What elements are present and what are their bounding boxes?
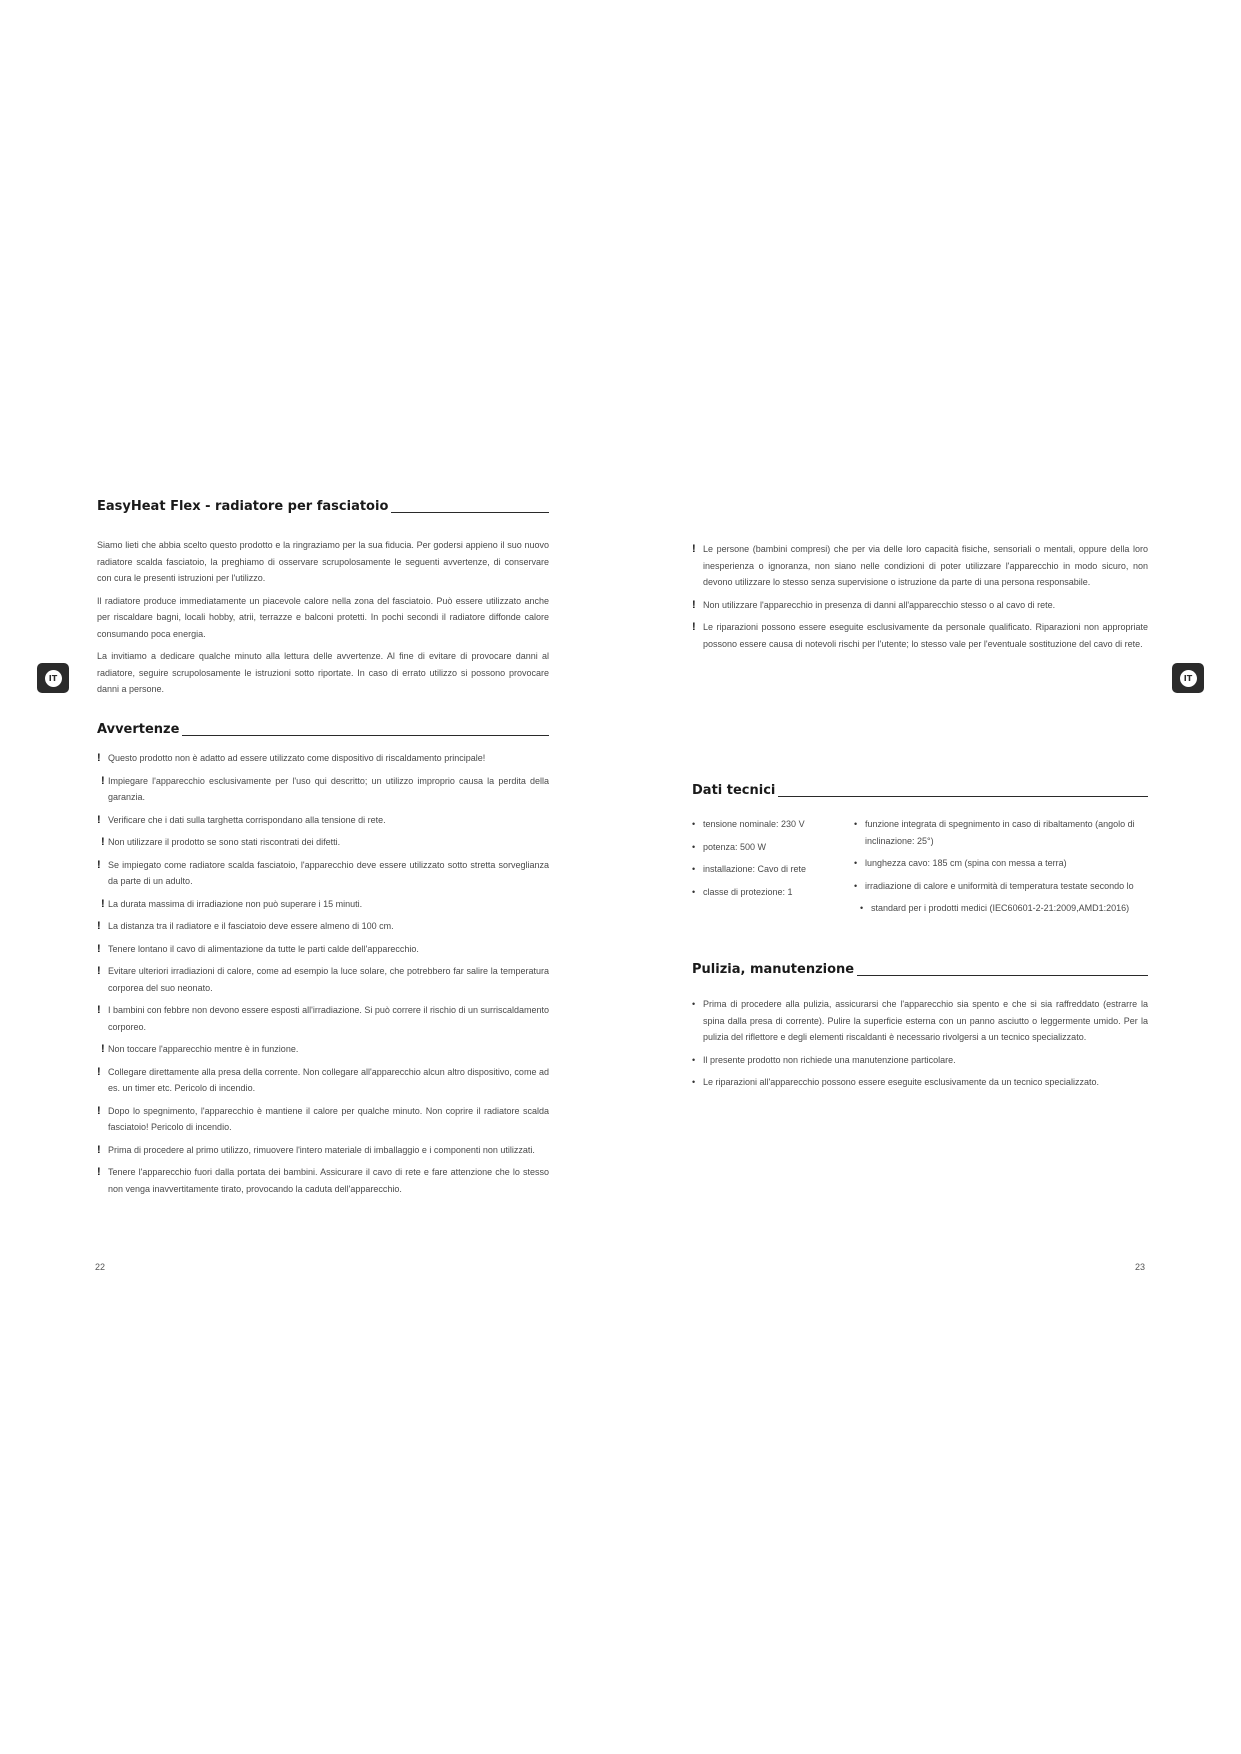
tech-column-2 (854, 816, 1148, 923)
warning-item: ! Tenere l'apparecchio fuori dalla portata dei bambini. Assicurare il cavo di rete e fare attenzione che lo stesso non venga inavvertitamente tirato, provocando la caduta dell'apparecchio. (97, 1164, 549, 1197)
cleaning-item: • Le riparazioni all'apparecchio possono essere eseguite esclusivamente da un tecnico specializzato. (692, 1074, 1148, 1091)
language-tab-left (37, 663, 69, 693)
warning-icon: ! (692, 621, 696, 633)
warning-item: ! Non utilizzare l'apparecchio in presenza di danni all'apparecchio stesso o al cavo di rete. (692, 597, 1148, 614)
bullet-icon: • (692, 1077, 696, 1087)
warning-item: ! Se impiegato come radiatore scalda fasciatoio, l'apparecchio deve essere utilizzato sotto stretta sorveglianza da parte di un adulto. (97, 857, 549, 890)
bullet-icon: • (692, 841, 696, 852)
warning-icon: ! (97, 752, 101, 764)
warning-item: ! I bambini con febbre non devono essere esposti all'irradiazione. Si può correre il rischio di un surriscaldamento corporeo. (97, 1002, 549, 1035)
bullet-icon: • (692, 864, 696, 874)
cleaning-item: • Prima di procedere alla pulizia, assicurarsi che l'apparecchio sia spento e che si sia raffreddato (estrarre la spina dalla presa di corrente). Pulire la superficie esterna con un panno asciutto o leggermente umido. Per la pulizia del riflettore e degli elementi riscaldanti è necessario rivolgersi a un tecnico specializzato. (692, 996, 1148, 1046)
warning-item: ! Collegare direttamente alla presa della corrente. Non collegare all'apparecchio alcun altro dispositivo, come ad es. un timer etc. Pericolo di incendio. (97, 1064, 549, 1097)
tech-spec-item: • classe di protezione: 1 (692, 884, 838, 901)
warning-icon: ! (97, 858, 101, 871)
warning-item: ! Dopo lo spegnimento, l'apparecchio è mantiene il calore per qualche minuto. Non coprire il radiatore scalda fasciatoio! Pericolo di incendio. (97, 1103, 549, 1136)
tech-spec-item: • installazione: Cavo di rete (692, 861, 838, 878)
right-warnings (692, 541, 1148, 658)
warning-item: ! Verificare che i dati sulla targhetta corrispondano alla tensione di rete. (97, 812, 549, 829)
page-number: 23 (1135, 1262, 1146, 1272)
intro-paragraph: Siamo lieti che abbia scelto questo prodotto e la ringraziamo per la sua fiducia. Per godersi appieno il suo nuovo radiatore scalda fasciatoio, la preghiamo di osservare scrupolosamente le seguenti avvertenze, di conservare con cura le presenti istruzioni per l'utilizzo. (97, 540, 549, 583)
tech-spec-item: • lunghezza cavo: 185 cm (spina con messa a terra) (854, 855, 1148, 872)
warnings-section (97, 722, 549, 1203)
warning-icon: ! (101, 1043, 105, 1055)
page-number: 22 (95, 1262, 106, 1272)
warning-icon: ! (97, 1166, 101, 1178)
warning-item: ! Prima di procedere al primo utilizzo, rimuovere l'intero materiale di imballaggio e i componenti non utilizzati. (97, 1142, 549, 1159)
warning-icon: ! (97, 1065, 101, 1078)
bullet-icon: • (854, 819, 858, 829)
bullet-icon: • (692, 886, 696, 897)
warning-icon: ! (97, 813, 101, 826)
warning-icon: ! (101, 836, 105, 848)
warning-icon: ! (692, 598, 696, 611)
warning-item: ! Non toccare l'apparecchio mentre è in funzione. (97, 1041, 549, 1058)
warning-item: ! Le riparazioni possono essere eseguite esclusivamente da personale qualificato. Riparazioni non appropriate possono essere causa di notevoli rischi per l'utente; lo stesso vale per l'eventuale sostituzione del cavo di rete. (692, 619, 1148, 652)
bullet-icon: • (692, 1054, 696, 1065)
warning-item: ! Evitare ulteriori irradiazioni di calore, come ad esempio la luce solare, che potrebbero far salire la temperatura corporea del suo neonato. (97, 963, 549, 996)
cleaning-item: • Il presente prodotto non richiede una manutenzione particolare. (692, 1052, 1148, 1069)
warning-item: ! Impiegare l'apparecchio esclusivamente per l'uso qui descritto; un utilizzo improprio causa la perdita della garanzia. (97, 773, 549, 806)
tech-spec-item: • irradiazione di calore e uniformità di temperatura testate secondo lo (854, 878, 1148, 895)
bullet-icon: • (692, 819, 696, 829)
warning-icon: ! (97, 965, 101, 977)
warning-icon: ! (101, 897, 105, 910)
warning-icon: ! (97, 920, 101, 932)
tech-spec-item: • tensione nominale: 230 V (692, 816, 838, 833)
page-title: EasyHeat Flex - radiatore per fasciatoio (97, 499, 549, 515)
language-tab-right (1172, 663, 1204, 693)
warning-item: ! La distanza tra il radiatore e il fasciatoio deve essere almeno di 100 cm. (97, 918, 549, 935)
intro-paragraph: La invitiamo a dedicare qualche minuto alla lettura delle avvertenze. Al fine di evitare di provocare danni al radiatore, seguire scrupolosamente le istruzioni sotto riportate. In caso di errato utilizzo si possono provocare danni a persone. (97, 651, 549, 694)
warning-item: ! Tenere lontano il cavo di alimentazione da tutte le parti calde dell'apparecchio. (97, 941, 549, 958)
tech-heading: Dati tecnici (692, 783, 1148, 799)
warning-icon: ! (101, 774, 105, 787)
warning-item: ! La durata massima di irradiazione non può superare i 15 minuti. (97, 896, 549, 913)
bullet-icon: • (692, 999, 696, 1009)
warning-icon: ! (97, 1004, 101, 1016)
tech-section (692, 783, 1148, 923)
language-label: IT (1180, 670, 1197, 687)
warning-icon: ! (97, 942, 101, 955)
left-page-intro (97, 499, 549, 704)
warning-item: ! Questo prodotto non è adatto ad essere utilizzato come dispositivo di riscaldamento principale! (97, 750, 549, 767)
tech-spec-item: • potenza: 500 W (692, 839, 838, 856)
tech-spec-item: • funzione integrata di spegnimento in caso di ribaltamento (angolo di inclinazione: 25°) (854, 816, 1148, 849)
bullet-icon: • (860, 903, 864, 913)
language-label: IT (45, 670, 62, 687)
tech-column-1 (692, 816, 838, 923)
warning-icon: ! (97, 1143, 101, 1156)
tech-spec-item: • standard per i prodotti medici (IEC60601-2-21:2009,AMD1:2016) (854, 900, 1148, 917)
warning-icon: ! (97, 1104, 101, 1117)
warnings-heading: Avvertenze (97, 722, 549, 738)
bullet-icon: • (854, 858, 858, 868)
bullet-icon: • (854, 880, 858, 891)
cleaning-section (692, 962, 1148, 1097)
cleaning-heading: Pulizia, manutenzione (692, 962, 1148, 978)
intro-paragraph: Il radiatore produce immediatamente un piacevole calore nella zona del fasciatoio. Può essere utilizzato anche per riscaldare bagni, locali hobby, atrii, terrazze e balconi protetti. In pochi secondi il radiatore diffonde calore consumando poca energia. (97, 595, 549, 639)
warning-item: ! Non utilizzare il prodotto se sono stati riscontrati dei difetti. (97, 834, 549, 851)
warning-icon: ! (692, 543, 696, 555)
warning-item: ! Le persone (bambini compresi) che per via delle loro capacità fisiche, sensoriali o mentali, oppure della loro inesperienza o ignoranza, non siano nelle condizioni di poter utilizzare l'apparecchio in modo sicuro, non devono utilizzare lo stesso senza supervisione o istruzione da parte di una persona responsabile. (692, 541, 1148, 591)
